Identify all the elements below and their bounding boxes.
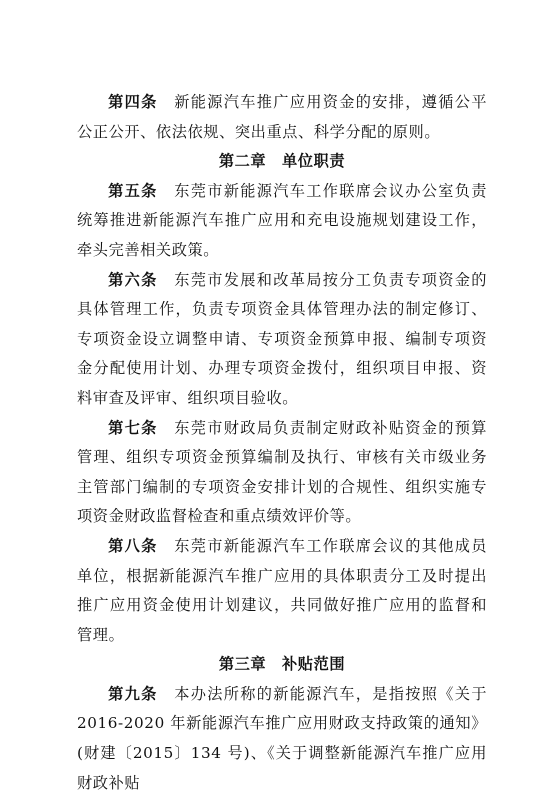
- article-number: 第六条: [108, 270, 158, 289]
- article-8: [77, 532, 487, 650]
- article-text: 新能源汽车推广应用资金的安排，遵循公平公正公开、依法依规、突出重点、科学分配的原则。: [77, 93, 487, 141]
- article-number: 第七条: [108, 418, 158, 437]
- chapter-heading: 第三章 补贴范围: [218, 655, 346, 674]
- article-6: [77, 266, 487, 414]
- article-text: 东莞市新能源汽车工作联席会议的其他成员单位，根据新能源汽车推广应用的具体职责分工及时提出推广应用资金使用计划建议，共同做好推广应用的监督和管理。: [77, 536, 487, 644]
- article-5: [77, 177, 487, 266]
- article-9: [77, 680, 487, 798]
- document-page: [77, 88, 487, 798]
- article-text: 东莞市发展和改革局按分工负责专项资金的具体管理工作，负责专项资金具体管理办法的制定修订、专项资金设立调整申请、专项资金预算申报、编制专项资金分配使用计划、办理专项资金拨付，组织项目申报、资料审查及评审、组织项目验收。: [77, 270, 487, 407]
- article-7: [77, 414, 487, 532]
- article-text: 本办法所称的新能源汽车，是指按照《关于2016-2020 年新能源汽车推广应用财政支持政策的通知》(财建〔2015〕134 号)、《关于调整新能源汽车推广应用财政补贴: [77, 684, 487, 792]
- article-number: 第九条: [108, 684, 158, 703]
- article-4: [77, 88, 487, 147]
- article-number: 第四条: [108, 93, 158, 111]
- chapter-heading: 第二章 单位职责: [218, 152, 346, 171]
- article-text: 东莞市财政局负责制定财政补贴资金的预算管理、组织专项资金预算编制及执行、审核有关市级业务主管部门编制的专项资金安排计划的合规性、组织实施专项资金财政监督检查和重点绩效评价等。: [77, 418, 487, 526]
- article-number: 第八条: [108, 536, 158, 555]
- article-number: 第五条: [108, 181, 158, 200]
- article-text: 东莞市新能源汽车工作联席会议办公室负责统筹推进新能源汽车推广应用和充电设施规划建设工作，牵头完善相关政策。: [77, 181, 487, 259]
